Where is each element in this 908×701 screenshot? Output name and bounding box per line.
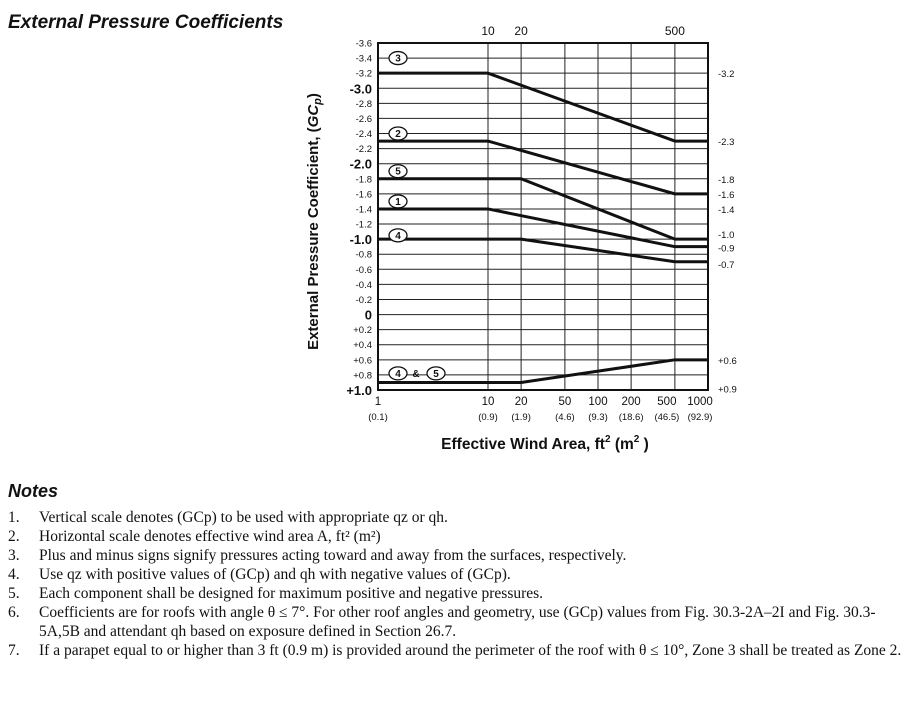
y-tick-label: 0 <box>364 307 372 323</box>
x-tick-metric-label: (92.9) <box>687 412 713 423</box>
y-tick-label: +1.0 <box>346 383 372 398</box>
right-value-label: +0.9 <box>718 384 737 396</box>
y-tick-label: -3.2 <box>355 68 372 80</box>
y-tick-label: +0.8 <box>353 370 372 382</box>
zone-label: 1 <box>395 196 401 208</box>
x-tick-metric-label: (1.9) <box>511 412 531 423</box>
note-number: 1. <box>8 509 20 526</box>
x-tick-label: 50 <box>558 396 572 408</box>
y-tick-label: -3.0 <box>349 81 372 97</box>
y-axis-label-part: External Pressure Coefficient, ( <box>305 127 322 350</box>
y-tick-label: -0.8 <box>355 249 372 261</box>
note-number: 4. <box>8 566 20 583</box>
y-tick-label: -0.2 <box>355 294 372 306</box>
y-tick-label: -2.0 <box>349 156 372 172</box>
right-value-label: -1.6 <box>718 189 735 201</box>
note-text: Horizontal scale denotes effective wind area A, ft² (m²) <box>39 528 381 545</box>
right-value-label: -1.4 <box>718 204 735 216</box>
x-tick-label: 500 <box>657 396 677 408</box>
zone-label: 4 <box>395 230 401 242</box>
y-axis-label <box>305 93 324 350</box>
y-tick-label: -0.4 <box>355 279 372 291</box>
x-tick-metric-label: (9.3) <box>588 412 608 423</box>
x-tick-label: 10 <box>481 396 495 408</box>
note-number: 2. <box>8 528 20 545</box>
series-line-zone-3 <box>378 73 708 141</box>
y-tick-label: -1.2 <box>355 219 372 231</box>
right-value-label: -0.9 <box>718 243 735 255</box>
y-tick-label: +0.4 <box>353 340 372 352</box>
x-axis-label-part: Effective Wind Area, ft <box>441 436 605 453</box>
y-tick-label: -1.4 <box>355 204 372 216</box>
note-item <box>8 546 906 565</box>
x-tick-metric-label: (18.6) <box>618 412 644 423</box>
notes-title: Notes <box>8 481 59 501</box>
y-tick-label: -3.4 <box>355 53 372 65</box>
x-top-tick-label: 20 <box>514 24 528 38</box>
x-tick-label: 1 <box>374 396 382 408</box>
y-tick-label: -0.6 <box>355 264 372 276</box>
x-top-tick-label: 500 <box>664 24 685 38</box>
note-number: 6. <box>8 604 20 621</box>
y-tick-label: -1.6 <box>355 189 372 201</box>
right-value-label: -1.0 <box>718 230 735 242</box>
note-item <box>8 565 906 584</box>
x-tick-label: 100 <box>588 396 608 408</box>
y-axis-label-part: ) <box>305 93 322 99</box>
note-text: Each component shall be designed for maximum positive and negative pressures. <box>39 585 544 602</box>
x-tick-label: 20 <box>514 396 528 408</box>
note-text: Coefficients are for roofs with angle θ ≤ 7°. For other roof angles and geometry, use (GCp) values from Fig. 30.3-2A–2I and Fig. 30.3-5A,5B and attendant qh based on exposure defined in Section 26.7. <box>39 604 876 640</box>
y-tick-label: +0.6 <box>353 355 372 367</box>
x-tick-label: 200 <box>621 396 641 408</box>
note-item <box>8 508 906 527</box>
page-title: External Pressure Coefficients <box>8 12 284 33</box>
note-item <box>8 527 906 546</box>
y-tick-label: -1.0 <box>349 232 372 248</box>
y-axis-label-part: p <box>312 98 324 105</box>
x-axis-label-part: (m <box>610 436 634 453</box>
y-tick-label: -1.8 <box>355 174 372 186</box>
note-number: 7. <box>8 642 20 659</box>
note-text: Vertical scale denotes (GCp) to be used with appropriate qz or qh. <box>39 509 448 526</box>
x-tick-metric-label: (4.6) <box>555 412 575 423</box>
zone-label: 5 <box>395 166 401 178</box>
right-value-label: -3.2 <box>718 69 735 81</box>
zone-label: 5 <box>433 368 439 380</box>
zone-label: 3 <box>395 53 401 65</box>
x-tick-metric-label: (0.1) <box>368 412 388 423</box>
right-value-label: -2.3 <box>718 137 735 149</box>
plot-frame <box>378 43 708 390</box>
zone-label: 2 <box>395 129 401 141</box>
y-axis-label-part: GC <box>305 104 322 128</box>
zone-label: 4 <box>395 368 401 380</box>
right-value-label: +0.6 <box>718 355 737 367</box>
note-text: Use qz with positive values of (GCp) and qh with negative values of (GCp). <box>39 566 511 583</box>
note-number: 3. <box>8 547 20 564</box>
x-axis-label-part: ) <box>639 436 649 453</box>
y-tick-label: -2.6 <box>355 113 372 125</box>
x-tick-label: 1000 <box>687 396 713 408</box>
right-value-label: -0.7 <box>718 259 735 271</box>
x-tick-metric-label: (0.9) <box>478 412 498 423</box>
y-tick-label: -2.4 <box>355 129 372 141</box>
zone-label: & <box>412 368 420 380</box>
note-item <box>8 603 906 641</box>
note-number: 5. <box>8 585 20 602</box>
x-axis-label-part: 2 <box>604 434 611 445</box>
x-tick-metric-label: (46.5) <box>654 412 680 423</box>
right-value-label: -1.8 <box>718 174 735 186</box>
notes-list <box>8 508 906 660</box>
y-tick-label: +0.2 <box>353 325 372 337</box>
x-axis-label <box>441 434 649 453</box>
note-text: Plus and minus signs signify pressures acting toward and away from the surfaces, respectively. <box>39 547 627 564</box>
y-tick-label: -2.2 <box>355 144 372 156</box>
note-item <box>8 584 906 603</box>
note-item <box>8 641 906 660</box>
y-tick-label: -2.8 <box>355 98 372 110</box>
y-tick-label: -3.6 <box>355 38 372 50</box>
x-axis-label-part: 2 <box>633 434 640 445</box>
note-text: If a parapet equal to or higher than 3 ft (0.9 m) is provided around the perimeter of the roof with θ ≤ 10°, Zone 3 shall be treated as Zone 2. <box>39 642 902 659</box>
x-top-tick-label: 10 <box>481 24 495 38</box>
